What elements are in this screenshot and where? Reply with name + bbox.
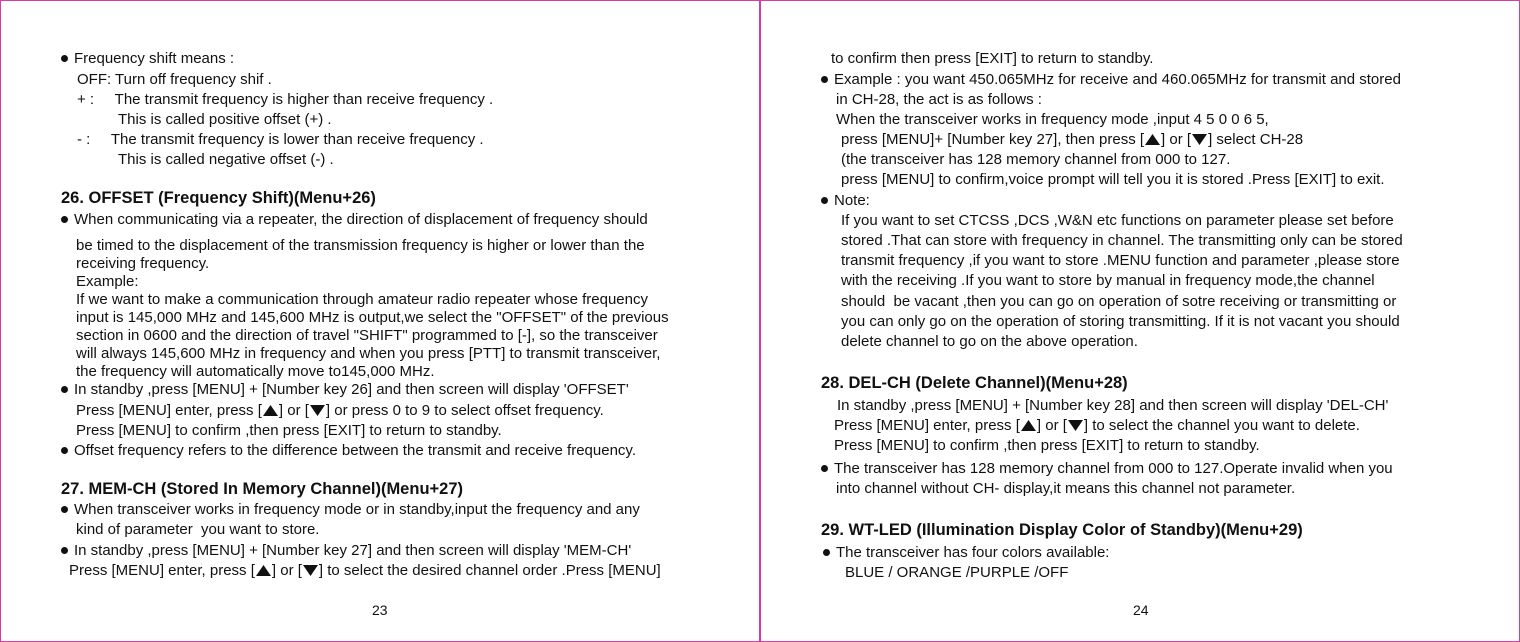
text-line: When the transceiver works in frequency mode ,input 4 5 0 0 6 5,	[836, 111, 1269, 128]
text-line: In standby ,press [MENU] + [Number key 28] and then screen will display 'DEL-CH'	[837, 397, 1389, 414]
text-line: Note:	[821, 192, 870, 210]
text-line: This is called negative offset (-) .	[118, 151, 334, 168]
text-line: kind of parameter you want to store.	[76, 521, 320, 538]
text-line: OFF: Turn off frequency shif .	[77, 71, 272, 88]
text-line: you can only go on the operation of storing transmitting. If it is not vacant you should	[841, 313, 1400, 330]
page-number: 24	[1133, 602, 1149, 618]
text-line	[69, 562, 661, 580]
section-heading-28: 28. DEL-CH (Delete Channel)(Menu+28)	[821, 374, 1128, 392]
text-line	[834, 417, 1360, 435]
up-triangle-icon	[255, 564, 272, 577]
text-segment: ] or press 0 to 9 to select offset frequency.	[325, 402, 604, 419]
text-line: If you want to set CTCSS ,DCS ,W&N etc functions on parameter please set before	[841, 212, 1394, 229]
text-line: When transceiver works in frequency mode or in standby,input the frequency and any	[61, 501, 640, 519]
text-segment: ] to select the channel you want to delete.	[1083, 417, 1360, 434]
text-line: to confirm then press [EXIT] to return to standby.	[831, 50, 1154, 67]
text-line: The transceiver has 128 memory channel from 000 to 127.Operate invalid when you	[821, 460, 1393, 478]
text-line: Frequency shift means :	[61, 50, 234, 68]
text-segment: press [MENU]+ [Number key 27], then press [	[841, 131, 1145, 148]
text-line: (the transceiver has 128 memory channel from 000 to 127.	[841, 151, 1231, 168]
up-triangle-icon	[1020, 419, 1037, 432]
text-line: will always 145,600 MHz in frequency and when you press [PTT] to transmit transceiver,	[76, 345, 661, 362]
text-segment: ] or [	[278, 402, 309, 419]
text-line: Offset frequency refers to the difference between the transmit and receive frequency.	[61, 442, 636, 460]
text-segment: Press [MENU] enter, press [	[69, 562, 255, 579]
text-line: section in 0600 and the direction of travel "SHIFT" programmed to [-], so the transceiver	[76, 327, 658, 344]
text-line: The transceiver has four colors available:	[823, 544, 1109, 562]
text-segment: ] select CH-28	[1208, 131, 1304, 148]
text-line: stored .That can store with frequency in channel. The transmitting only can be stored	[841, 232, 1403, 249]
text-line: in CH-28, the act is as follows :	[836, 91, 1042, 108]
text-line: This is called positive offset (+) .	[118, 111, 332, 128]
text-line: the frequency will automatically move to145,000 MHz.	[76, 363, 435, 380]
text-line: receiving frequency.	[76, 255, 210, 272]
text-line: input is 145,000 MHz and 145,600 MHz is output,we select the "OFFSET" of the previous	[76, 309, 669, 326]
text-line: In standby ,press [MENU] + [Number key 26] and then screen will display 'OFFSET'	[61, 381, 629, 399]
text-line: delete channel to go on the above operation.	[841, 333, 1138, 350]
text-segment: ] or [	[271, 562, 302, 579]
text-segment: Press [MENU] enter, press [	[834, 417, 1020, 434]
text-segment: ] to select the desired channel order .Press [MENU]	[318, 562, 661, 579]
text-line: Press [MENU] to confirm ,then press [EXIT] to return to standby.	[76, 422, 502, 439]
text-segment: ] or [	[1036, 417, 1067, 434]
text-line: press [MENU] to confirm,voice prompt will tell you it is stored .Press [EXIT] to exit.	[841, 171, 1385, 188]
down-triangle-icon	[1067, 419, 1084, 432]
text-line: Example:	[76, 273, 139, 290]
down-triangle-icon	[1191, 133, 1208, 146]
down-triangle-icon	[309, 404, 326, 417]
text-line: In standby ,press [MENU] + [Number key 27] and then screen will display 'MEM-CH'	[61, 542, 631, 560]
section-heading-27: 27. MEM-CH (Stored In Memory Channel)(Menu+27)	[61, 480, 464, 498]
text-line: with the receiving .If you want to store by manual in frequency mode,the channel	[841, 272, 1375, 289]
text-line: - : The transmit frequency is lower than receive frequency .	[77, 131, 484, 148]
text-line	[841, 131, 1303, 149]
up-triangle-icon	[1144, 133, 1161, 146]
text-line: When communicating via a repeater, the direction of displacement of frequency should	[61, 211, 648, 229]
text-line: should be vacant ,then you can go on operation of sotre receiving or transmitting or	[841, 293, 1397, 310]
page-number: 23	[372, 602, 388, 618]
text-line: Press [MENU] to confirm ,then press [EXIT] to return to standby.	[834, 437, 1260, 454]
text-line: transmit frequency ,if you want to store .MENU function and parameter ,please store	[841, 252, 1400, 269]
text-line	[76, 402, 604, 420]
text-line: Example : you want 450.065MHz for receive and 460.065MHz for transmit and stored	[821, 71, 1401, 89]
text-segment: Press [MENU] enter, press [	[76, 402, 262, 419]
text-line: into channel without CH- display,it means this channel not parameter.	[836, 480, 1296, 497]
right-page	[760, 0, 1520, 642]
text-line: + : The transmit frequency is higher than receive frequency .	[77, 91, 494, 108]
up-triangle-icon	[262, 404, 279, 417]
section-heading-29: 29. WT-LED (Illumination Display Color of Standby)(Menu+29)	[821, 521, 1303, 539]
text-line: BLUE / ORANGE /PURPLE /OFF	[845, 564, 1069, 581]
text-line: be timed to the displacement of the transmission frequency is higher or lower than the	[76, 237, 645, 254]
text-segment: ] or [	[1161, 131, 1192, 148]
text-line: If we want to make a communication through amateur radio repeater whose frequency	[76, 291, 648, 308]
section-heading-26: 26. OFFSET (Frequency Shift)(Menu+26)	[61, 189, 376, 207]
down-triangle-icon	[302, 564, 319, 577]
